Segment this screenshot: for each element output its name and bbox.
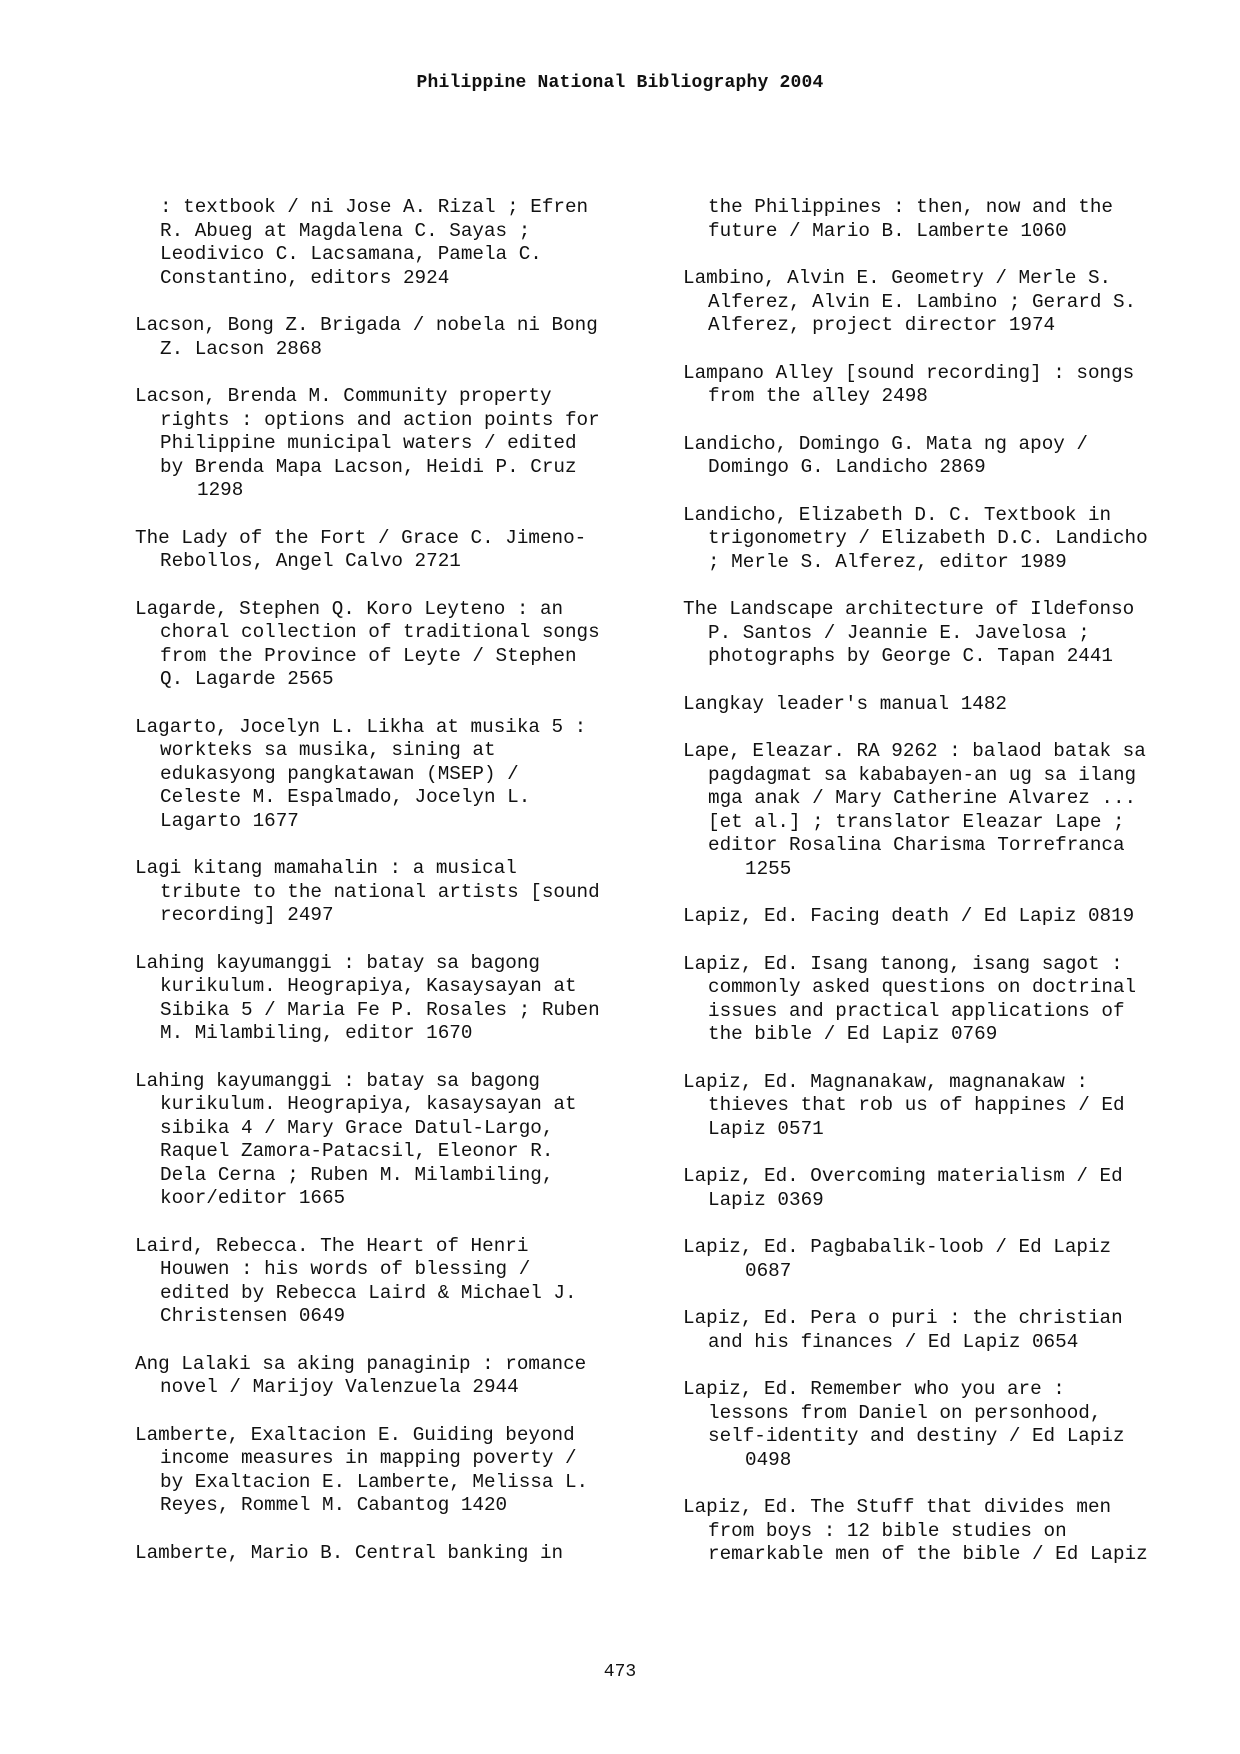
entry-line: Z. Lacson 2868 xyxy=(160,337,322,360)
bibliography-entry xyxy=(683,953,1203,1047)
entry-line: novel / Marijoy Valenzuela 2944 xyxy=(160,1376,519,1398)
bibliography-entry xyxy=(683,1378,1203,1472)
bibliography-entry xyxy=(683,196,1203,243)
entry-line: future / Mario B. Lamberte 1060 xyxy=(708,219,1067,242)
entry-line: The Landscape architecture of Ildefonso xyxy=(683,598,1135,620)
entry-line: Lape, Eleazar. RA 9262 : balaod batak sa xyxy=(683,740,1146,762)
bibliography-entry xyxy=(135,1235,655,1329)
entry-line: Dela Cerna ; Ruben M. Milambiling, xyxy=(160,1163,554,1186)
entry-line: and his finances / Ed Lapiz 0654 xyxy=(708,1330,1079,1353)
entry-line: mga anak / Mary Catherine Alvarez ... xyxy=(708,787,1137,809)
right-column xyxy=(683,196,1203,1591)
entry-line: Domingo G. Landicho 2869 xyxy=(708,456,986,478)
entry-line: Lagarde, Stephen Q. Koro Leyteno : an xyxy=(135,597,564,620)
entry-line: 0687 xyxy=(745,1259,792,1282)
entry-line: Ang Lalaki sa aking panaginip : romance xyxy=(135,1352,587,1375)
bibliography-entry xyxy=(135,857,655,928)
bibliography-entry xyxy=(135,196,655,290)
entry-line: Lacson, Bong Z. Brigada / nobela ni Bong xyxy=(135,314,598,336)
entry-line: by Brenda Mapa Lacson, Heidi P. Cruz xyxy=(160,455,577,478)
entry-line: Rebollos, Angel Calvo 2721 xyxy=(160,550,461,572)
entry-line: lessons from Daniel on personhood, xyxy=(708,1401,1102,1424)
bibliography-entry xyxy=(683,362,1203,409)
entry-line: Lapiz, Ed. Remember who you are : xyxy=(683,1378,1065,1400)
entry-line: Q. Lagarde 2565 xyxy=(160,668,334,690)
entry-line: Philippine municipal waters / edited xyxy=(160,432,577,454)
entry-line: workteks sa musika, sining at xyxy=(160,739,496,761)
entry-line: Leodivico C. Lacsamana, Pamela C. xyxy=(160,243,542,265)
bibliography-entry xyxy=(135,314,655,361)
bibliography-entry xyxy=(683,267,1203,338)
entry-line: Lagarto 1677 xyxy=(160,809,299,832)
entry-line: tribute to the national artists [sound xyxy=(160,880,600,903)
entry-line: [et al.] ; translator Eleazar Lape ; xyxy=(708,810,1125,833)
entry-line: the bible / Ed Lapiz 0769 xyxy=(708,1023,998,1045)
entry-line: Lambino, Alvin E. Geometry / Merle S. xyxy=(683,267,1112,289)
entry-line: The Lady of the Fort / Grace C. Jimeno- xyxy=(135,526,587,549)
entry-line: issues and practical applications of xyxy=(708,999,1125,1022)
entry-line: Lampano Alley [sound recording] : songs xyxy=(683,361,1135,384)
entry-line: rights : options and action points for xyxy=(160,408,600,431)
entry-line: sibika 4 / Mary Grace Datul-Largo, xyxy=(160,1116,554,1139)
entry-line: Lapiz, Ed. Isang tanong, isang sagot : xyxy=(683,952,1123,975)
bibliography-entry xyxy=(135,952,655,1046)
page-number: 473 xyxy=(603,1662,637,1682)
entry-line: Lahing kayumanggi : batay sa bagong xyxy=(135,951,540,974)
bibliography-entry xyxy=(135,598,655,692)
entry-line: commonly asked questions on doctrinal xyxy=(708,976,1137,998)
entry-line: Lapiz, Ed. Facing death / Ed Lapiz 0819 xyxy=(683,905,1135,927)
entry-line: 1298 xyxy=(197,479,244,501)
bibliography-entry xyxy=(683,1496,1203,1567)
entry-line: from the alley 2498 xyxy=(708,385,928,407)
entry-line: kurikulum. Heograpiya, kasaysayan at xyxy=(160,1093,577,1115)
entry-line: kurikulum. Heograpiya, Kasaysayan at xyxy=(160,975,577,997)
entry-line: Lapiz 0571 xyxy=(708,1117,824,1140)
entry-line: Sibika 5 / Maria Fe P. Rosales ; Ruben xyxy=(160,998,600,1021)
entry-line: 1255 xyxy=(745,857,792,880)
entry-line: editor Rosalina Charisma Torrefranca xyxy=(708,834,1125,856)
bibliography-entry xyxy=(683,504,1203,575)
entry-line: Alferez, project director 1974 xyxy=(708,314,1056,336)
entry-line: Lapiz, Ed. Overcoming materialism / Ed xyxy=(683,1165,1123,1187)
bibliography-entry xyxy=(683,693,1203,717)
entry-line: Langkay leader's manual 1482 xyxy=(683,692,1007,715)
entry-line: Houwen : his words of blessing / xyxy=(160,1258,531,1280)
bibliography-entry xyxy=(683,433,1203,480)
bibliography-entry xyxy=(135,1542,655,1566)
entry-line: from boys : 12 bible studies on xyxy=(708,1519,1067,1542)
entry-line: the Philippines : then, now and the xyxy=(708,196,1113,218)
entry-line: Lacson, Brenda M. Community property xyxy=(135,385,552,407)
entry-line: : textbook / ni Jose A. Rizal ; Efren xyxy=(160,196,589,218)
entry-line: koor/editor 1665 xyxy=(160,1187,346,1209)
entry-line: Lahing kayumanggi : batay sa bagong xyxy=(135,1069,540,1092)
left-column xyxy=(135,196,655,1589)
entry-line: Lapiz 0369 xyxy=(708,1188,824,1211)
bibliography-entry xyxy=(135,1353,655,1400)
bibliography-entry xyxy=(135,385,655,503)
entry-line: 0498 xyxy=(745,1448,792,1471)
bibliography-entry xyxy=(683,740,1203,881)
entry-line: Laird, Rebecca. The Heart of Henri xyxy=(135,1234,529,1257)
entry-line: Raquel Zamora-Patacsil, Eleonor R. xyxy=(160,1140,554,1162)
entry-line: Alferez, Alvin E. Lambino ; Gerard S. xyxy=(708,290,1137,313)
bibliography-entry xyxy=(683,1071,1203,1142)
entry-line: remarkable men of the bible / Ed Lapiz xyxy=(708,1543,1148,1565)
entry-line: Lamberte, Exaltacion E. Guiding beyond xyxy=(135,1423,575,1446)
entry-line: recording] 2497 xyxy=(160,904,334,926)
entry-line: Lagi kitang mamahalin : a musical xyxy=(135,857,517,879)
bibliography-entry xyxy=(683,1165,1203,1212)
bibliography-entry xyxy=(135,716,655,834)
entry-line: trigonometry / Elizabeth D.C. Landicho xyxy=(708,527,1148,549)
entry-line: edukasyong pangkatawan (MSEP) / xyxy=(160,762,519,785)
entry-line: edited by Rebecca Laird & Michael J. xyxy=(160,1281,577,1304)
page-title: Philippine National Bibliography 2004 xyxy=(416,73,824,93)
bibliography-entry xyxy=(135,1424,655,1518)
bibliography-entry xyxy=(135,527,655,574)
entry-line: Constantino, editors 2924 xyxy=(160,266,450,289)
entry-line: ; Merle S. Alferez, editor 1989 xyxy=(708,550,1067,573)
entry-line: Lapiz, Ed. Magnanakaw, magnanakaw : xyxy=(683,1070,1088,1093)
bibliography-entry xyxy=(683,905,1203,929)
entry-line: P. Santos / Jeannie E. Javelosa ; xyxy=(708,621,1090,644)
entry-line: Lagarto, Jocelyn L. Likha at musika 5 : xyxy=(135,715,587,738)
entry-line: income measures in mapping poverty / xyxy=(160,1447,577,1469)
bibliography-entry xyxy=(683,1307,1203,1354)
entry-line: M. Milambiling, editor 1670 xyxy=(160,1022,473,1044)
entry-line: Lamberte, Mario B. Central banking in xyxy=(135,1541,564,1564)
entry-line: R. Abueg at Magdalena C. Sayas ; xyxy=(160,219,531,242)
entry-line: Lapiz, Ed. The Stuff that divides men xyxy=(683,1496,1112,1518)
entry-line: by Exaltacion E. Lamberte, Melissa L. xyxy=(160,1470,589,1493)
entry-line: Christensen 0649 xyxy=(160,1305,346,1327)
bibliography-entry xyxy=(683,1236,1203,1283)
entry-line: thieves that rob us of happines / Ed xyxy=(708,1094,1125,1116)
bibliography-entry xyxy=(683,598,1203,669)
entry-line: Landicho, Domingo G. Mata ng apoy / xyxy=(683,432,1088,455)
entry-line: Reyes, Rommel M. Cabantog 1420 xyxy=(160,1494,508,1516)
entry-line: from the Province of Leyte / Stephen xyxy=(160,644,577,667)
entry-line: choral collection of traditional songs xyxy=(160,621,600,643)
entry-line: pagdagmat sa kababayen-an ug sa ilang xyxy=(708,763,1137,786)
entry-line: Landicho, Elizabeth D. C. Textbook in xyxy=(683,503,1112,526)
entry-line: Lapiz, Ed. Pagbabalik-loob / Ed Lapiz xyxy=(683,1236,1112,1258)
entry-line: self-identity and destiny / Ed Lapiz xyxy=(708,1425,1125,1447)
entry-line: photographs by George C. Tapan 2441 xyxy=(708,645,1113,667)
bibliography-entry xyxy=(135,1070,655,1211)
entry-line: Celeste M. Espalmado, Jocelyn L. xyxy=(160,786,531,808)
entry-line: Lapiz, Ed. Pera o puri : the christian xyxy=(683,1307,1123,1329)
